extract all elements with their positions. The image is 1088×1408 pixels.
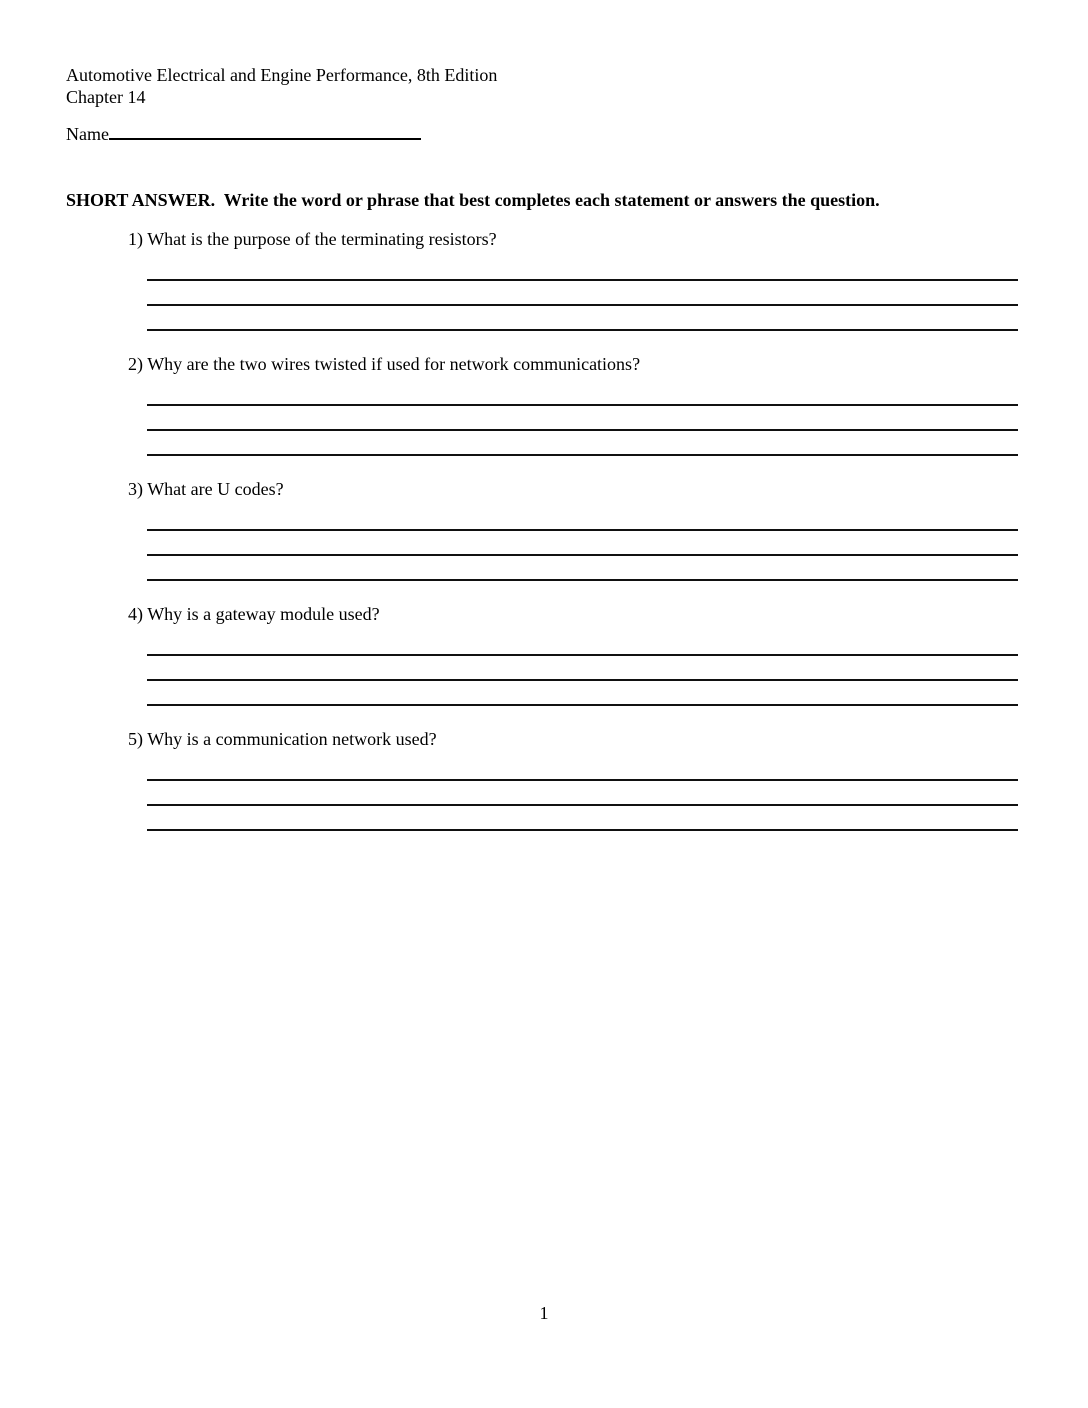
question-text: Why are the two wires twisted if used for network communications?: [147, 354, 641, 374]
answer-line: [147, 756, 1018, 781]
answer-line: [147, 281, 1018, 306]
question-number: 3): [128, 479, 143, 499]
answer-line: [147, 531, 1018, 556]
question-block: [66, 353, 1018, 456]
question-number: 2): [128, 354, 143, 374]
answer-line: [147, 806, 1018, 831]
answer-line: [147, 506, 1018, 531]
document-title: Automotive Electrical and Engine Performance, 8th Edition: [66, 65, 498, 85]
question-text: Why is a gateway module used?: [147, 604, 380, 624]
question-block: [66, 478, 1018, 581]
question-line: [66, 603, 1018, 625]
questions: [66, 228, 1018, 831]
question-text: What are U codes?: [147, 479, 284, 499]
answer-lines: [147, 381, 1018, 456]
question-number: 1): [128, 229, 143, 249]
name-row: [66, 122, 1018, 145]
answer-line: [147, 406, 1018, 431]
page-number: 1: [539, 1303, 549, 1323]
question-block: [66, 603, 1018, 706]
answer-line: [147, 681, 1018, 706]
question-line: [66, 478, 1018, 500]
answer-line: [147, 381, 1018, 406]
answer-lines: [147, 631, 1018, 706]
answer-line: [147, 431, 1018, 456]
question-block: [66, 228, 1018, 331]
question-line: [66, 728, 1018, 750]
answer-line: [147, 256, 1018, 281]
question-number: 4): [128, 604, 143, 624]
answer-line: [147, 656, 1018, 681]
question-block: [66, 728, 1018, 831]
chapter-label: Chapter 14: [66, 87, 146, 107]
section-heading: SHORT ANSWER. Write the word or phrase that best completes each statement or answers the question.: [66, 190, 880, 210]
answer-line: [147, 631, 1018, 656]
name-label: Name: [66, 124, 109, 144]
answer-line: [147, 306, 1018, 331]
answer-line: [147, 556, 1018, 581]
document-header: [66, 64, 1018, 108]
name-blank-line: [109, 122, 421, 140]
question-text: What is the purpose of the terminating resistors?: [147, 229, 497, 249]
question-number: 5): [128, 729, 143, 749]
answer-lines: [147, 756, 1018, 831]
question-line: [66, 353, 1018, 375]
question-line: [66, 228, 1018, 250]
answer-lines: [147, 506, 1018, 581]
answer-line: [147, 781, 1018, 806]
answer-lines: [147, 256, 1018, 331]
question-text: Why is a communication network used?: [147, 729, 437, 749]
